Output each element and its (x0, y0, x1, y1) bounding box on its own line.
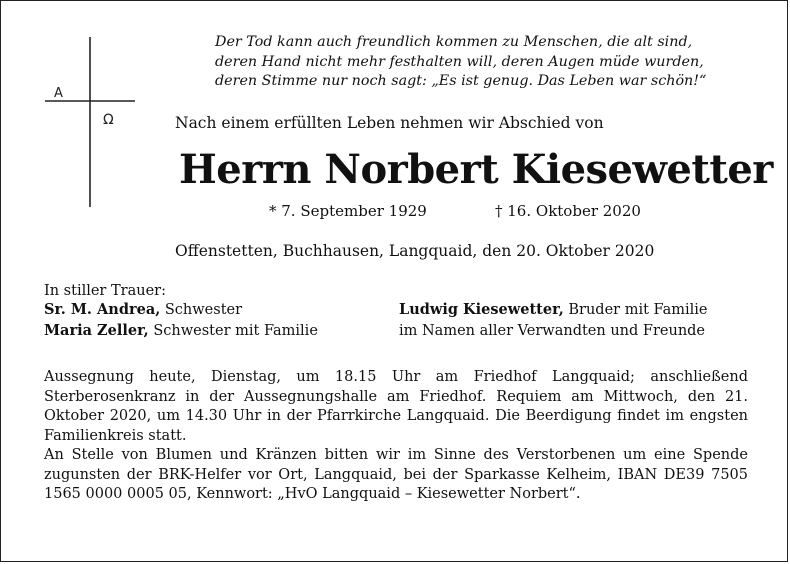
donation-request: An Stelle von Blumen und Kränzen bitten wir im Sinne des Verstorbenen um eine Spende zugunsten der BRK-Helfer vor Ort, Langquaid, bei der Sparkasse Kelheim, IBAN DE39 7505 1565 0000 0005 05, Kennwort: „HvO Langquaid – Kiesewetter Norbert“. (44, 447, 748, 502)
mourner-name: Maria Zeller, (44, 321, 149, 339)
mourners-left (44, 300, 318, 341)
mourner-name: Sr. M. Andrea, (44, 301, 161, 318)
mourner (399, 300, 707, 321)
poem-line: Der Tod kann auch freundlich kommen zu Menschen, die alt sind, (215, 34, 693, 50)
poem-line: deren Hand nicht mehr festhalten will, deren Augen müde wurden, (215, 53, 704, 70)
mourner-relation: Schwester mit Familie (148, 322, 318, 339)
place-date: Offenstetten, Buchhausen, Langquaid, den 20. Oktober 2020 (175, 242, 655, 260)
birth-date: * 7. September 1929 (269, 202, 427, 220)
mourner (44, 300, 318, 321)
deceased-name: Herrn Norbert Kiesewetter (179, 146, 773, 193)
funeral-details: Aussegnung heute, Dienstag, um 18.15 Uhr am Friedhof Langquaid; anschließend Sterberosenkranz in der Aussegnungshalle am Friedhof. Requiem am Mittwoch, den 21. Oktober 2020, um 14.30 Uhr in der Pfarrkirche Langquaid. Die Beerdigung findet im engsten Familienkreis statt. (44, 369, 748, 444)
omega-symbol: Ω (103, 112, 114, 128)
mourner-relation: im Namen aller Verwandten und Freunde (399, 322, 706, 339)
mourning-label: In stiller Trauer: (44, 283, 166, 299)
mourner-relation: Schwester (160, 302, 243, 318)
mourners-right (399, 300, 707, 341)
cross-alpha-omega-icon (45, 37, 135, 207)
death-date: † 16. Oktober 2020 (495, 202, 641, 220)
alpha-symbol: A (54, 86, 63, 101)
mourner (399, 321, 707, 342)
announcement-body (44, 368, 748, 505)
mourner-relation: Bruder mit Familie (563, 302, 708, 318)
poem-line: deren Stimme nur noch sagt: „Es ist genug. Das Leben war schön!“ (215, 73, 707, 89)
poem (215, 33, 755, 92)
intro-text: Nach einem erfüllten Leben nehmen wir Abschied von (175, 114, 604, 132)
mourner (44, 321, 318, 342)
mourner-name: Ludwig Kiesewetter, (399, 301, 564, 318)
